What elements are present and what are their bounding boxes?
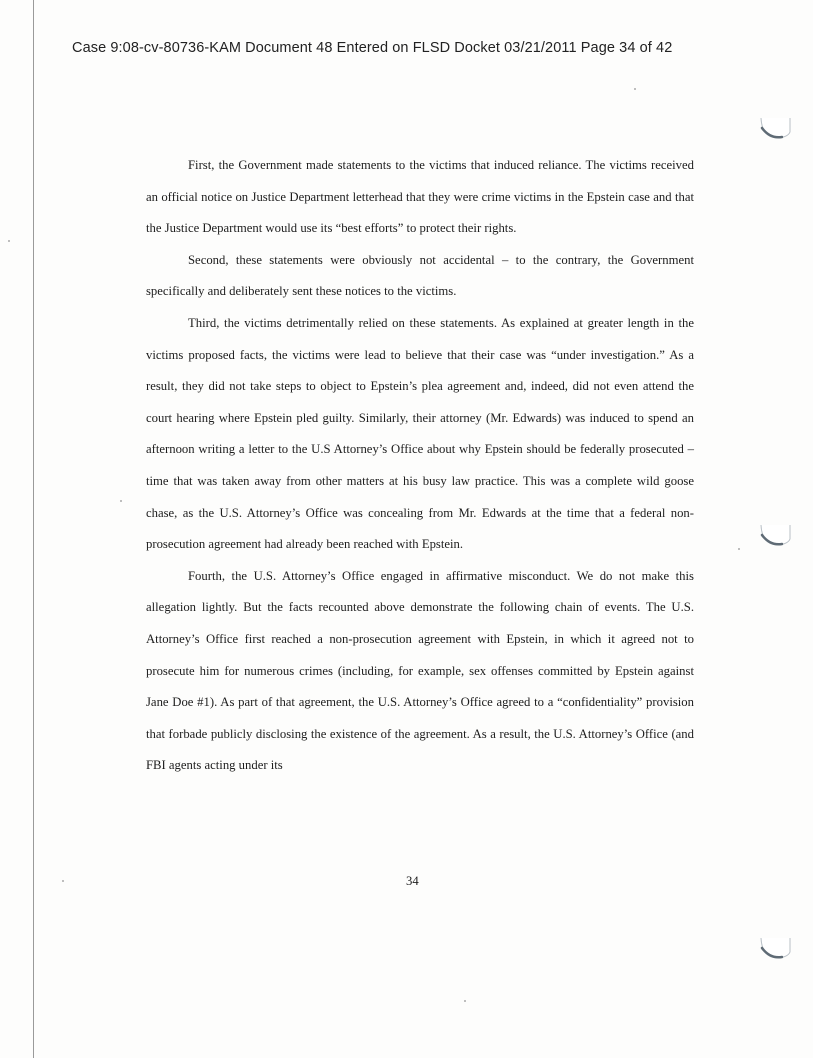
case-header: Case 9:08-cv-80736-KAM Document 48 Entered on FLSD Docket 03/21/2011 Page 34 of 42 [72,40,673,56]
scan-speck [62,880,64,882]
page-number: 34 [406,874,419,888]
scan-speck [464,1000,466,1002]
paragraph-first: First, the Government made statements to the victims that induced reliance. The victims received an official notice on Justice Department letterhead that they were crime victims in the Epstein case and that the Justice Department would use its “best efforts” to protect their rights. [146,158,694,236]
punch-hole-icon [758,928,792,962]
body-text [146,150,694,782]
scan-speck [120,500,122,502]
punch-hole-icon [758,515,792,549]
scan-edge-line [33,0,34,1058]
scan-speck [634,88,636,90]
punch-hole-icon [758,108,792,142]
paragraph-second: Second, these statements were obviously not accidental – to the contrary, the Government specifically and deliberately sent these notices to the victims. [146,252,694,299]
scan-speck [8,240,10,242]
paragraph-fourth: Fourth, the U.S. Attorney’s Office engaged in affirmative misconduct. We do not make this allegation lightly. But the facts recounted above demonstrate the following chain of events. The U.S. Attorney’s Office first reached a non-prosecution agreement with Epstein, in which it agreed not to prosecute him for numerous crimes (including, for example, sex offenses committed by Epstein against Jane Doe #1). As part of that agreement, the U.S. Attorney’s Office agreed to a “confidentiality” provision that forbade publicly disclosing the existence of the agreement. As a result, the U.S. Attorney’s Office (and FBI agents acting under its [146,568,694,773]
paragraph-third: Third, the victims detrimentally relied on these statements. As explained at greater length in the victims proposed facts, the victims were lead to believe that their case was “under investigation.” As a result, they did not take steps to object to Epstein’s plea agreement and, indeed, did not even attend the court hearing where Epstein pled guilty. Similarly, their attorney (Mr. Edwards) was induced to spend an afternoon writing a letter to the U.S Attorney’s Office about why Epstein should be federally prosecuted – time that was taken away from other matters at his busy law practice. This was a complete wild goose chase, as the U.S. Attorney’s Office was concealing from Mr. Edwards at the time that a federal non-prosecution agreement had already been reached with Epstein. [146,315,694,552]
scan-speck [738,548,740,550]
